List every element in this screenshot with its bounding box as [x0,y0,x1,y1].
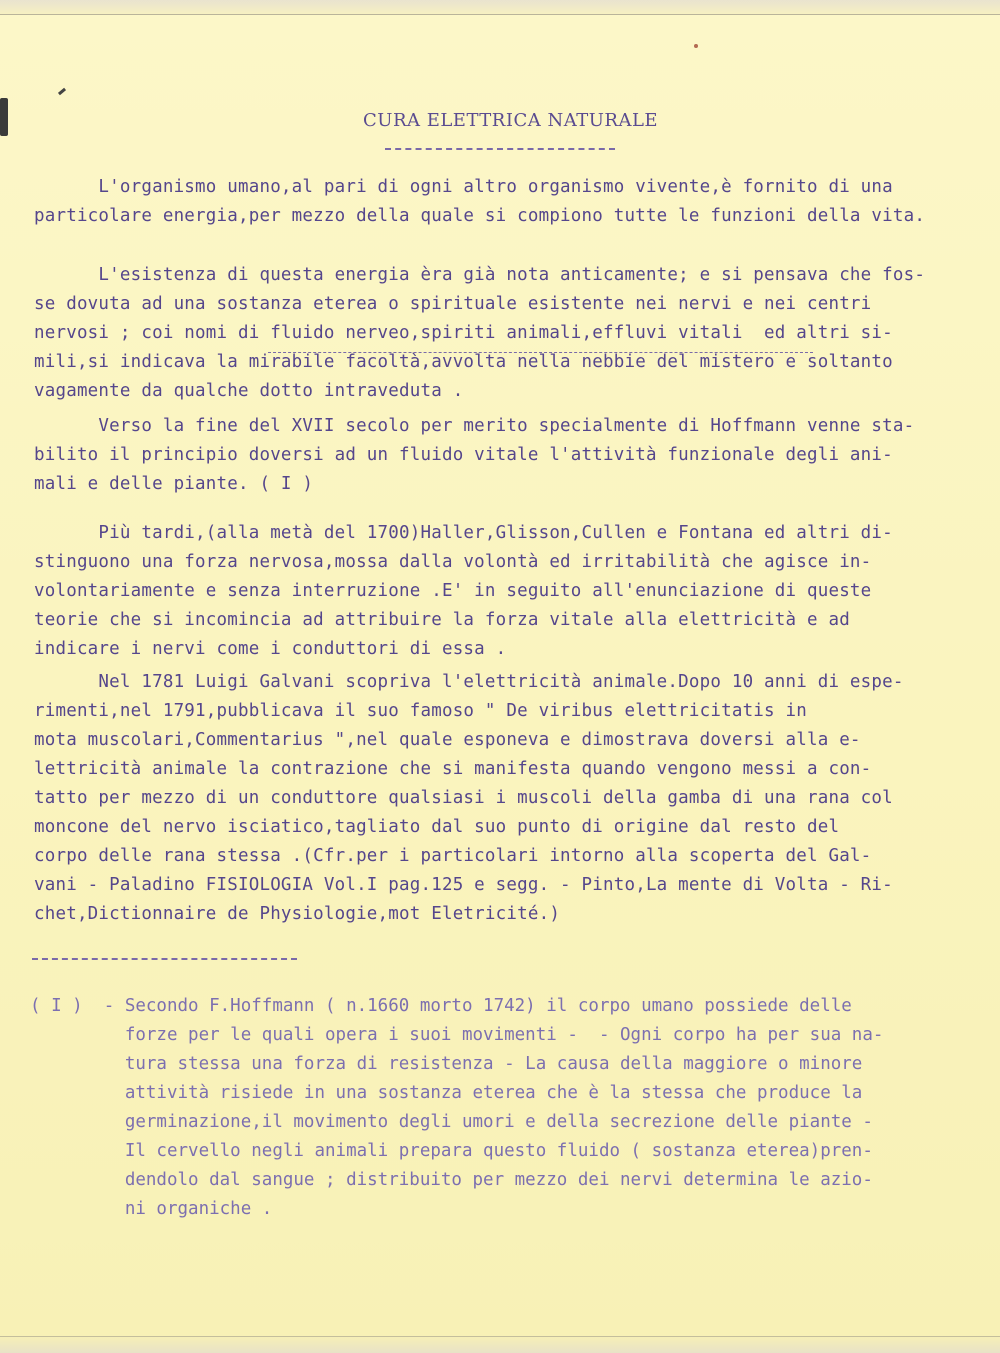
body-line: L'organismo umano,al pari di ogni altro organismo vivente,è fornito di una [34,177,893,197]
body-line: volontariamente e senza interruzione .E' in seguito all'enunciazione di queste [34,581,872,601]
body-line: indicare i nervi come i conduttori di essa . [34,639,507,659]
body-line: L'esistenza di questa energia èra già nota anticamente; e si pensava che fos- [34,265,926,285]
footnote-line: Il cervello negli animali prepara questo fluido ( sostanza eterea)pren- [30,1141,873,1161]
footnote-line: germinazione,il movimento degli umori e della secrezione delle piante - [30,1112,873,1132]
body-line: nervosi ; coi nomi di fluido nerveo,spiriti animali,effluvi vitali ed altri si- [34,323,893,343]
body-line: chet,Dictionnaire de Physiologie,mot Eletricité.) [34,904,561,924]
page-title: CURA ELETTRICA NATURALE [363,110,659,131]
footnote-line: ni organiche . [30,1199,273,1219]
pen-tick-mark [58,88,66,95]
body-line: rimenti,nel 1791,pubblicava il suo famoso " De viribus elettricitatis in [34,701,807,721]
binder-clip-mark [0,98,8,136]
footnote-line: dendolo dal sangue ; distribuito per mezzo dei nervi determina le azio- [30,1170,873,1190]
body-line: mili,si indicava la mirabile facoltà,avvolta nella nebbie del mistero e soltanto [34,352,893,372]
ink-dot [694,44,698,48]
body-line: particolare energia,per mezzo della quale si compiono tutte le funzioni della vita. [34,206,926,226]
body-line: se dovuta ad una sostanza eterea o spirituale esistente nei nervi e nei centri [34,294,872,314]
title-dashed-rule [385,148,615,150]
page-bottom-edge [0,1336,1000,1353]
body-line: teorie che si incomincia ad attribuire la forza vitale alla elettricità e ad [34,610,850,630]
body-line: corpo delle rana stessa .(Cfr.per i particolari intorno alla scoperta del Gal- [34,846,872,866]
footnote-line: ( I ) - Secondo F.Hoffmann ( n.1660 morto 1742) il corpo umano possiede delle [30,996,852,1016]
page-top-edge [0,0,1000,15]
body-line: bilito il principio doversi ad un fluido vitale l'attività funzionale degli ani- [34,445,893,465]
body-line: Nel 1781 Luigi Galvani scopriva l'elettricità animale.Dopo 10 anni di espe- [34,672,904,692]
body-line: lettricità animale la contrazione che si manifesta quando vengono messi a con- [34,759,872,779]
body-line: mota muscolari,Commentarius ",nel quale esponeva e dimostrava doversi alla e- [34,730,861,750]
body-line: Più tardi,(alla metà del 1700)Haller,Glisson,Cullen e Fontana ed altri di- [34,523,893,543]
footnote-line: forze per le quali opera i suoi movimenti - - Ogni corpo ha per sua na- [30,1025,884,1045]
body-line: mali e delle piante. ( I ) [34,474,314,494]
body-line: stinguono una forza nervosa,mossa dalla volontà ed irritabilità che agisce in- [34,552,872,572]
footnote-line: tura stessa una forza di resistenza - La causa della maggiore o minore [30,1054,863,1074]
body-line: moncone del nervo isciatico,tagliato dal suo punto di origine dal resto del [34,817,840,837]
body-line: vani - Paladino FISIOLOGIA Vol.I pag.125 e segg. - Pinto,La mente di Volta - Ri- [34,875,893,895]
body-line: tatto per mezzo di un conduttore qualsiasi i muscoli della gamba di una rana col [34,788,893,808]
body-line: vagamente da qualche dotto intraveduta . [34,381,464,401]
footnote-line: attività risiede in una sostanza eterea che è la stessa che produce la [30,1083,863,1103]
body-line: Verso la fine del XVII secolo per merito specialmente di Hoffmann venne sta- [34,416,915,436]
footnote-separator [32,958,297,960]
